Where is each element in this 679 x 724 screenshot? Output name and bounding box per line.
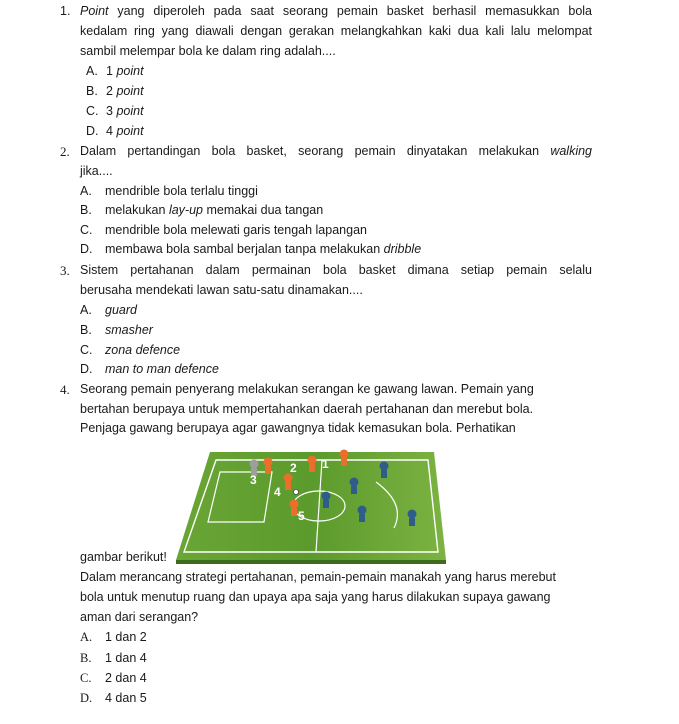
question-text-line: Point yang diperoleh pada saat seorang pemain basket berhasil memasukkan bola bbox=[80, 4, 592, 18]
answer-option[interactable]: A. mendrible bola terlalu tinggi bbox=[80, 184, 258, 198]
question-text-line: bertahan berupaya untuk mempertahankan daerah pertahanan dan merebut bola. bbox=[80, 402, 534, 416]
question-text-line: Dalam pertandingan bola basket, seorang pemain dinyatakan melakukan walking bbox=[80, 144, 592, 158]
pitch-edge bbox=[176, 560, 446, 564]
question-text-line: bola untuk menutup ruang dan upaya apa saja yang harus dilakukan supaya gawang bbox=[80, 590, 551, 604]
player-label: 1 bbox=[322, 457, 329, 471]
question-text-line: kedalam ring yang diawali dengan gerakan melangkahkan kaki dua kali lalu melompat bbox=[80, 24, 592, 38]
question-text-line: Penjaga gawang berupaya agar gawangnya tidak kemasukan bola. Perhatikan bbox=[80, 421, 516, 435]
answer-option[interactable]: A. 1 dan 2 bbox=[80, 630, 147, 644]
question-number: 3. bbox=[60, 263, 70, 278]
player-label: 5 bbox=[298, 509, 305, 523]
question-text-line: jika.... bbox=[80, 164, 113, 178]
answer-option[interactable]: B. melakukan lay-up memakai dua tangan bbox=[80, 203, 324, 217]
answer-option[interactable]: B. 2 point bbox=[86, 84, 144, 98]
answer-option[interactable]: A. 1 point bbox=[86, 64, 144, 78]
player-label: 2 bbox=[290, 461, 297, 475]
question-text-line: gambar berikut! bbox=[80, 550, 167, 564]
soccer-formation-figure bbox=[176, 442, 446, 564]
question-text-line: Seorang pemain penyerang melakukan serangan ke gawang lawan. Pemain yang bbox=[80, 382, 534, 396]
question-text-line: aman dari serangan? bbox=[80, 610, 199, 624]
answer-option[interactable]: C. mendrible bola melewati garis tengah lapangan bbox=[80, 223, 367, 237]
answer-option[interactable]: A. guard bbox=[80, 303, 137, 317]
ball-icon bbox=[294, 490, 299, 495]
answer-option[interactable]: D. membawa bola sambal berjalan tanpa melakukan dribble bbox=[80, 242, 422, 256]
answer-option[interactable]: B. smasher bbox=[80, 323, 153, 337]
question-number: 4. bbox=[60, 382, 70, 397]
answer-option[interactable]: C. zona defence bbox=[80, 343, 181, 357]
question-text-line: Dalam merancang strategi pertahanan, pemain-pemain manakah yang harus merebut bbox=[80, 570, 556, 584]
question-text-line: sambil melempar bola ke dalam ring adalah.... bbox=[80, 44, 336, 58]
answer-option[interactable]: C. 3 point bbox=[86, 104, 144, 118]
question-text-line: berusaha mendekati lawan satu-satu dinamakan.... bbox=[80, 283, 363, 297]
answer-option[interactable]: D. man to man defence bbox=[80, 362, 219, 376]
answer-option[interactable]: B. 1 dan 4 bbox=[80, 651, 147, 665]
question-text-line: Sistem pertahanan dalam permainan bola basket dimana setiap pemain selalu bbox=[80, 263, 592, 277]
answer-option[interactable]: D. 4 dan 5 bbox=[80, 691, 147, 705]
question-number: 2. bbox=[60, 144, 70, 159]
answer-option[interactable]: D. 4 point bbox=[86, 124, 144, 138]
question-number: 1. bbox=[60, 4, 71, 18]
player-label: 3 bbox=[250, 473, 257, 487]
answer-option[interactable]: C. 2 dan 4 bbox=[80, 671, 147, 685]
player-label: 4 bbox=[274, 485, 281, 499]
